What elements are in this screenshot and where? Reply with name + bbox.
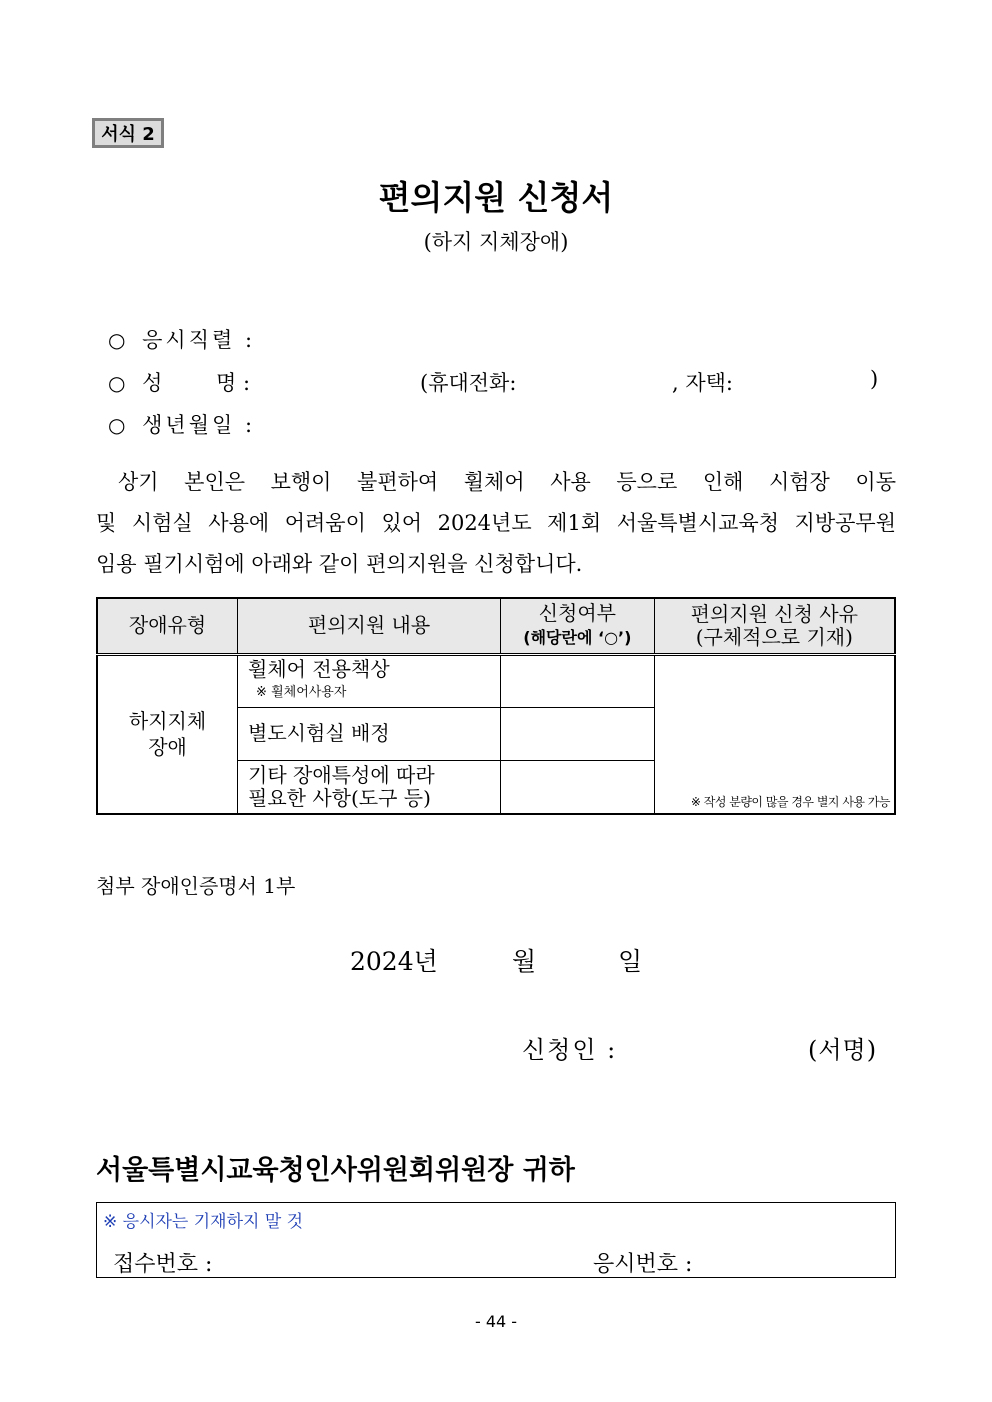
- support-item-note: ※ 휠체어사용자: [256, 685, 347, 701]
- office-use-box: [96, 1202, 896, 1278]
- apply-check-cell[interactable]: [501, 707, 655, 760]
- page-subtitle: (하지 지체장애): [423, 230, 569, 254]
- paragraph-line: 및 시험실 사용에 어려움이 있어 2024년도 제1회 서울특별시교육청 지방공무원: [96, 511, 896, 535]
- header-apply-line1: 신청여부: [538, 601, 616, 626]
- applicant-label: 신청인 :: [522, 1036, 618, 1064]
- header-disability-type: 장애유형: [97, 598, 238, 654]
- mobile-label: (휴대전화:: [420, 371, 517, 395]
- support-item-label: 휠체어 전용책상: [248, 657, 390, 682]
- paragraph-line: 임용 필기시험에 아래와 같이 편의지원을 신청합니다.: [96, 552, 583, 576]
- field-name: [108, 367, 162, 397]
- support-item-label: 별도시험실 배정: [248, 721, 390, 746]
- position-label: 응시직렬 :: [142, 328, 256, 352]
- date-year: 2024년: [350, 947, 438, 976]
- page-number: - 44 -: [474, 1312, 518, 1331]
- receipt-number-label: 접수번호 :: [113, 1252, 213, 1277]
- support-item-label-2: 필요한 사항(도구 등): [248, 786, 431, 811]
- header-reason-line1: 편의지원 신청 사유: [690, 601, 858, 626]
- header-reason-line2: (구체적으로 기재): [695, 624, 853, 649]
- header-apply-line2: (해당란에 ‘○’): [523, 628, 632, 648]
- name-label-b: 명 :: [216, 371, 251, 395]
- name-label-a: 성: [142, 371, 163, 395]
- circle-bullet-icon: ○: [108, 371, 126, 395]
- attachment-line: 첨부 장애인증명서 1부: [96, 874, 296, 898]
- disability-type-line2: 장애: [148, 735, 187, 760]
- field-position: [108, 324, 255, 354]
- apply-check-cell[interactable]: [501, 654, 655, 707]
- date-month: 월: [512, 947, 537, 976]
- field-birth: [108, 409, 255, 439]
- support-item-cell: [238, 654, 501, 707]
- page-title: 편의지원 신청서: [378, 178, 614, 217]
- date-day: 일: [618, 947, 643, 976]
- apply-check-cell[interactable]: [501, 761, 655, 814]
- header-reason: [654, 598, 895, 654]
- reason-note: ※ 작성 분량이 많을 경우 별지 사용 가능: [690, 795, 890, 809]
- table-header-row: [97, 598, 895, 654]
- support-request-table: [96, 597, 896, 815]
- support-item-cell: [238, 761, 501, 814]
- circle-bullet-icon: ○: [108, 328, 126, 352]
- home-phone-label: , 자택:: [672, 371, 733, 395]
- form-tag: 서식 2: [92, 118, 164, 148]
- disability-type-cell: [97, 654, 238, 814]
- header-apply: [501, 598, 655, 654]
- disability-type-line1: 하지지체: [128, 709, 207, 734]
- support-item-cell: [238, 707, 501, 760]
- support-item-label: 기타 장애특성에 따라: [248, 763, 435, 788]
- birth-label: 생년월일 :: [142, 413, 256, 437]
- recipient-line: 서울특별시교육청인사위원회위원장 귀하: [96, 1155, 575, 1186]
- table-row: [97, 654, 895, 707]
- close-paren: ): [870, 367, 879, 391]
- circle-bullet-icon: ○: [108, 413, 126, 437]
- office-note: ※ 응시자는 기재하지 말 것: [103, 1212, 304, 1232]
- paragraph-line: 상기 본인은 보행이 불편하여 휠체어 사용 등으로 인해 시험장 이동: [118, 470, 896, 494]
- signature-label: (서명): [808, 1036, 878, 1064]
- exam-number-label: 응시번호 :: [593, 1252, 693, 1277]
- header-support-content: 편의지원 내용: [238, 598, 501, 654]
- reason-cell[interactable]: [654, 654, 895, 814]
- declaration-paragraph: [96, 462, 896, 585]
